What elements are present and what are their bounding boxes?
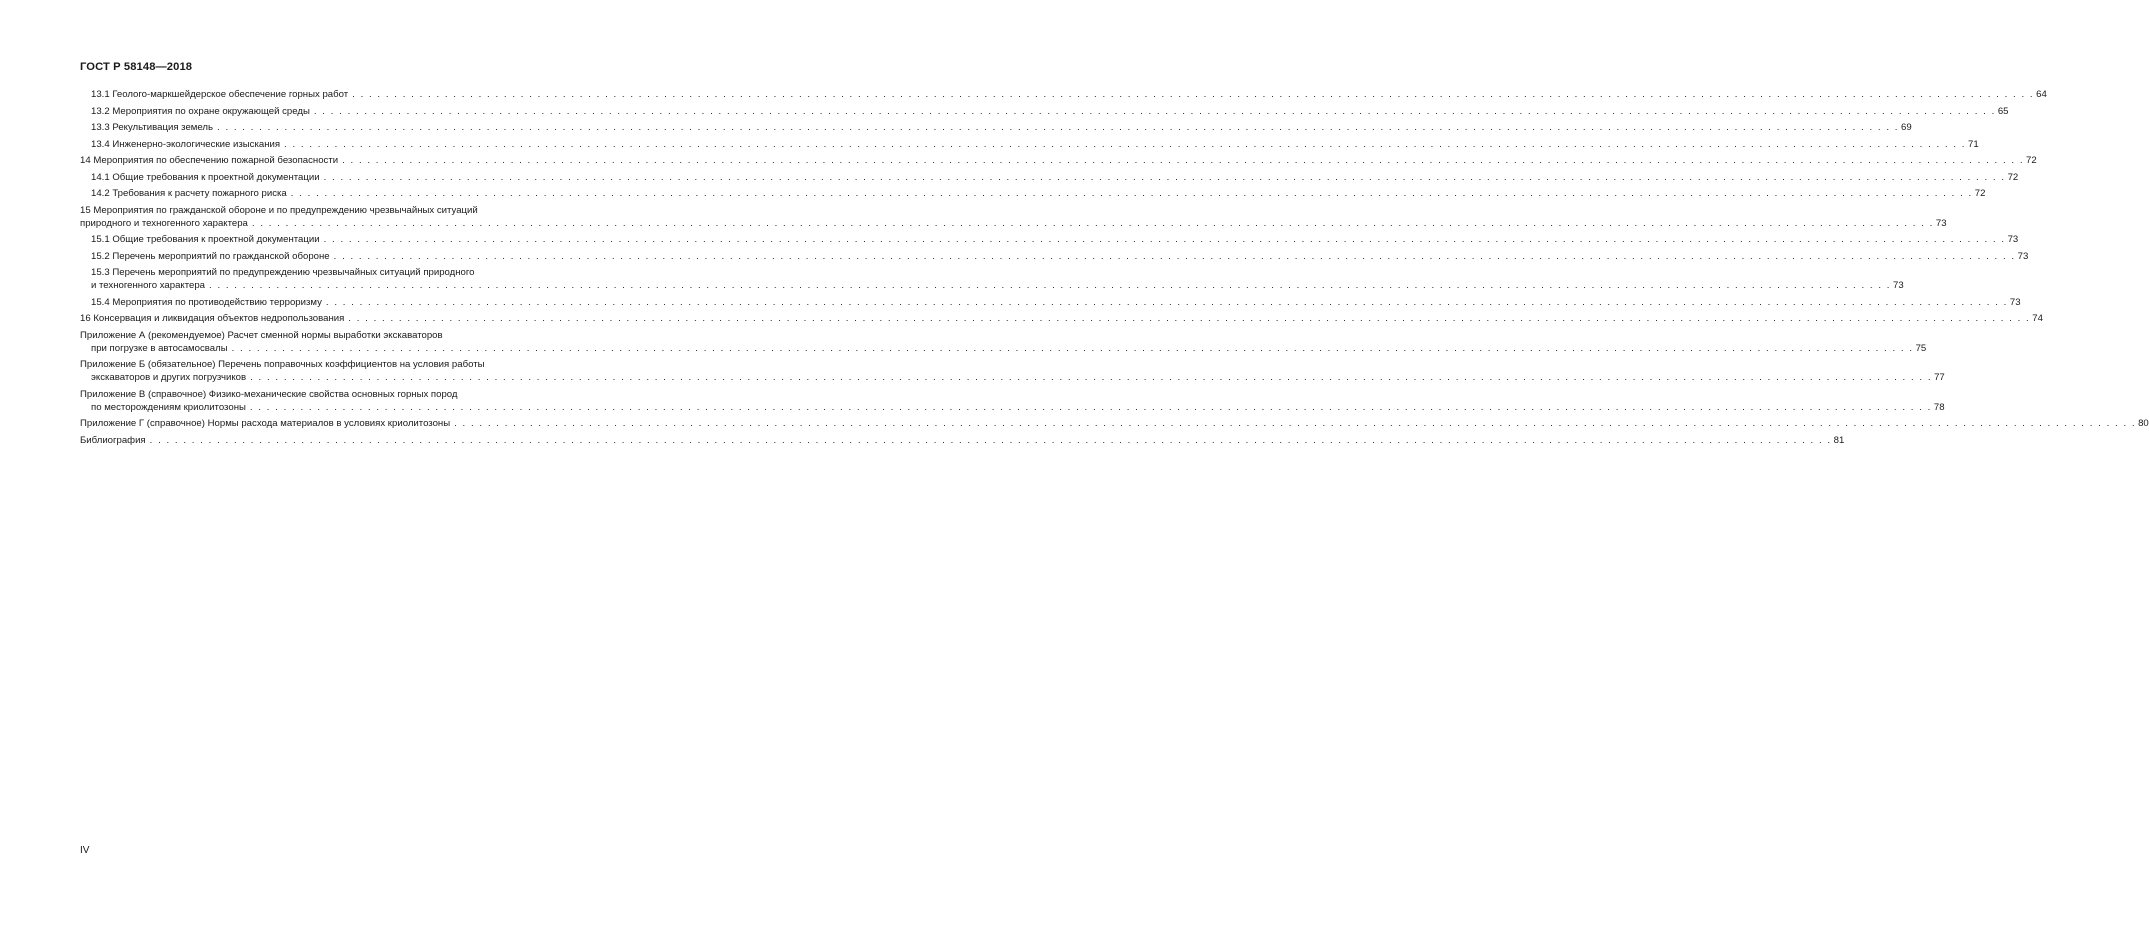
toc-entry-title: экскаваторов и других погрузчиков bbox=[91, 372, 247, 383]
toc-entry[interactable] bbox=[80, 154, 2037, 167]
toc-page-number: 73 bbox=[2007, 234, 2019, 245]
toc-entry-title: Приложение Б (обязательное) Перечень поправочных коэффициентов на условия работы bbox=[80, 359, 485, 370]
toc-leader-dots: . . . . . . . . . . . . . . . . . . . . . . . . . . . . . . . . . . . . . . . . . . . . . . . . . . . . . . . . . . . . . . . . . . . . . . . . . . . . . . . . . . . . . . . . . . . . . . . . . . . . . . . . . . . . . . . . . . . . . . . . . . . . . . . . . . . . . . . . . . . . . . . . . . . . . . . . . . . . . . . . . . . . . . . . . . . . . . . . . . . . . . . . . . . . . . . . . . . . . . . . bbox=[352, 89, 2035, 100]
toc-entry[interactable] bbox=[80, 388, 1945, 414]
toc-leader-dots: . . . . . . . . . . . . . . . . . . . . . . . . . . . . . . . . . . . . . . . . . . . . . . . . . . . . . . . . . . . . . . . . . . . . . . . . . . . . . . . . . . . . . . . . . . . . . . . . . . . . . . . . . . . . . . . . . . . . . . . . . . . . . . . . . . . . . . . . . . . . . . . . . . . . . . . . . . . . . . . . . . . . . . . . . . . . . . . . . . . . . . . . . . . . . . . . . . . . . . . . bbox=[323, 234, 2006, 245]
toc-entry-title: природного и техногенного характера bbox=[80, 217, 248, 229]
toc-entry[interactable] bbox=[80, 358, 1945, 384]
toc-entry-title: Приложение В (справочное) Физико-механические свойства основных горных пород bbox=[80, 388, 458, 400]
page-number: IV bbox=[80, 845, 90, 856]
toc-leader-dots: . . . . . . . . . . . . . . . . . . . . . . . . . . . . . . . . . . . . . . . . . . . . . . . . . . . . . . . . . . . . . . . . . . . . . . . . . . . . . . . . . . . . . . . . . . . . . . . . . . . . . . . . . . . . . . . . . . . . . . . . . . . . . . . . . . . . . . . . . . . . . . . . . . . . . . . . . . . . . . . . . . . . . . . . . . . . . . . . . . . . . . . . . . . . . . . . . . . . . . . . bbox=[313, 105, 1996, 117]
toc-leader-dots: . . . . . . . . . . . . . . . . . . . . . . . . . . . . . . . . . . . . . . . . . . . . . . . . . . . . . . . . . . . . . . . . . . . . . . . . . . . . . . . . . . . . . . . . . . . . . . . . . . . . . . . . . . . . . . . . . . . . . . . . . . . . . . . . . . . . . . . . . . . . . . . . . . . . . . . . . . . . . . . . . . . . . . . . . . . . . . . . . . . . . . . . . . . . . . . . . . . . . . . . bbox=[333, 250, 2016, 262]
toc-page-number: 78 bbox=[1933, 401, 1945, 413]
toc-entry[interactable] bbox=[91, 171, 2019, 184]
toc-entry-title: и техногенного характера bbox=[91, 280, 206, 291]
toc-entry-title: 14.1 Общие требования к проектной документации bbox=[91, 171, 320, 183]
toc-entry[interactable] bbox=[91, 233, 2019, 246]
toc-page-number: 73 bbox=[2017, 250, 2029, 262]
toc-entry-title: 14.2 Требования к расчету пожарного риска bbox=[91, 188, 287, 199]
toc-entry-title: 15.3 Перечень мероприятий по предупреждению чрезвычайных ситуаций природного bbox=[91, 267, 475, 278]
toc-entry[interactable] bbox=[91, 88, 2047, 101]
toc-leader-dots: . . . . . . . . . . . . . . . . . . . . . . . . . . . . . . . . . . . . . . . . . . . . . . . . . . . . . . . . . . . . . . . . . . . . . . . . . . . . . . . . . . . . . . . . . . . . . . . . . . . . . . . . . . . . . . . . . . . . . . . . . . . . . . . . . . . . . . . . . . . . . . . . . . . . . . . . . . . . . . . . . . . . . . . . . . . . . . . . . . . . . . . . . . . . . . . . . . . . . . . . bbox=[454, 418, 2137, 429]
toc-entry[interactable] bbox=[91, 138, 1979, 151]
toc-entry[interactable] bbox=[91, 187, 1986, 200]
toc-leader-dots: . . . . . . . . . . . . . . . . . . . . . . . . . . . . . . . . . . . . . . . . . . . . . . . . . . . . . . . . . . . . . . . . . . . . . . . . . . . . . . . . . . . . . . . . . . . . . . . . . . . . . . . . . . . . . . . . . . . . . . . . . . . . . . . . . . . . . . . . . . . . . . . . . . . . . . . . . . . . . . . . . . . . . . . . . . . . . . . . . . . . . . . . . . . . . . . . . . . . . . . . bbox=[231, 342, 1914, 354]
toc-entry-title: Библиография bbox=[80, 434, 146, 446]
toc-leader-dots: . . . . . . . . . . . . . . . . . . . . . . . . . . . . . . . . . . . . . . . . . . . . . . . . . . . . . . . . . . . . . . . . . . . . . . . . . . . . . . . . . . . . . . . . . . . . . . . . . . . . . . . . . . . . . . . . . . . . . . . . . . . . . . . . . . . . . . . . . . . . . . . . . . . . . . . . . . . . . . . . . . . . . . . . . . . . . . . . . . . . . . . . . . . . . . . . . . . . . . . . bbox=[251, 217, 1934, 229]
toc-entry[interactable] bbox=[80, 434, 1845, 447]
toc-page-number: 81 bbox=[1833, 434, 1845, 446]
toc-entry-title: Приложение Г (справочное) Нормы расхода материалов в условиях криолитозоны bbox=[80, 418, 451, 429]
toc-entry-title: 15.4 Мероприятия по противодействию терроризму bbox=[91, 296, 322, 308]
toc-page-number: 73 bbox=[1892, 280, 1904, 291]
toc-entry-title: 15 Мероприятия по гражданской обороне и по предупреждению чрезвычайных ситуаций bbox=[80, 204, 478, 216]
table-of-contents bbox=[80, 88, 2149, 450]
toc-page-number: 72 bbox=[2007, 171, 2019, 183]
toc-entry[interactable] bbox=[91, 105, 2009, 118]
toc-entry[interactable] bbox=[91, 250, 2029, 263]
toc-leader-dots: . . . . . . . . . . . . . . . . . . . . . . . . . . . . . . . . . . . . . . . . . . . . . . . . . . . . . . . . . . . . . . . . . . . . . . . . . . . . . . . . . . . . . . . . . . . . . . . . . . . . . . . . . . . . . . . . . . . . . . . . . . . . . . . . . . . . . . . . . . . . . . . . . . . . . . . . . . . . . . . . . . . . . . . . . . . . . . . . . . . . . . . . . . . . . . . . . . . . . . . . bbox=[209, 280, 1891, 291]
toc-entry-title: 15.2 Перечень мероприятий по гражданской обороне bbox=[91, 250, 330, 262]
toc-entry-title: 13.1 Геолого-маркшейдерское обеспечение горных работ bbox=[91, 89, 349, 100]
toc-page-number: 75 bbox=[1915, 342, 1927, 354]
toc-page-number: 64 bbox=[2036, 89, 2047, 100]
toc-page-number: 65 bbox=[1997, 105, 2009, 117]
toc-page-number: 72 bbox=[1974, 188, 1986, 199]
toc-entry-title: Приложение А (рекомендуемое) Расчет сменной нормы выработки экскаваторов bbox=[80, 329, 443, 341]
toc-leader-dots: . . . . . . . . . . . . . . . . . . . . . . . . . . . . . . . . . . . . . . . . . . . . . . . . . . . . . . . . . . . . . . . . . . . . . . . . . . . . . . . . . . . . . . . . . . . . . . . . . . . . . . . . . . . . . . . . . . . . . . . . . . . . . . . . . . . . . . . . . . . . . . . . . . . . . . . . . . . . . . . . . . . . . . . . . . . . . . . . . . . . . . . . . . . . . . . . . . . . . . . . bbox=[325, 296, 2008, 308]
toc-entry-title: при погрузке в автосамосвалы bbox=[91, 342, 228, 354]
toc-leader-dots: . . . . . . . . . . . . . . . . . . . . . . . . . . . . . . . . . . . . . . . . . . . . . . . . . . . . . . . . . . . . . . . . . . . . . . . . . . . . . . . . . . . . . . . . . . . . . . . . . . . . . . . . . . . . . . . . . . . . . . . . . . . . . . . . . . . . . . . . . . . . . . . . . . . . . . . . . . . . . . . . . . . . . . . . . . . . . . . . . . . . . . . . . . . . . . . . . . . . . . . . bbox=[284, 138, 1967, 150]
toc-page-number: 74 bbox=[2032, 313, 2043, 324]
toc-leader-dots: . . . . . . . . . . . . . . . . . . . . . . . . . . . . . . . . . . . . . . . . . . . . . . . . . . . . . . . . . . . . . . . . . . . . . . . . . . . . . . . . . . . . . . . . . . . . . . . . . . . . . . . . . . . . . . . . . . . . . . . . . . . . . . . . . . . . . . . . . . . . . . . . . . . . . . . . . . . . . . . . . . . . . . . . . . . . . . . . . . . . . . . . . . . . . . . . . . . . . . . . bbox=[323, 171, 2006, 183]
toc-entry-title: по месторождениям криолитозоны bbox=[91, 401, 246, 413]
toc-page-number: 69 bbox=[1900, 122, 1912, 133]
toc-entry[interactable] bbox=[80, 312, 2043, 325]
toc-entry-title: 15.1 Общие требования к проектной документации bbox=[91, 234, 320, 245]
toc-page-number: 73 bbox=[2009, 296, 2021, 308]
toc-entry[interactable] bbox=[80, 329, 1927, 355]
toc-page-number: 77 bbox=[1934, 372, 1945, 383]
toc-entry-title: 13.3 Рекультивация земель bbox=[91, 122, 214, 133]
toc-leader-dots: . . . . . . . . . . . . . . . . . . . . . . . . . . . . . . . . . . . . . . . . . . . . . . . . . . . . . . . . . . . . . . . . . . . . . . . . . . . . . . . . . . . . . . . . . . . . . . . . . . . . . . . . . . . . . . . . . . . . . . . . . . . . . . . . . . . . . . . . . . . . . . . . . . . . . . . . . . . . . . . . . . . . . . . . . . . . . . . . . . . . . . . . . . . . . . . . . . . . . . . . bbox=[217, 122, 1899, 133]
toc-entry-title: 13.2 Мероприятия по охране окружающей среды bbox=[91, 105, 310, 117]
toc-entry[interactable] bbox=[91, 121, 1912, 134]
toc-leader-dots: . . . . . . . . . . . . . . . . . . . . . . . . . . . . . . . . . . . . . . . . . . . . . . . . . . . . . . . . . . . . . . . . . . . . . . . . . . . . . . . . . . . . . . . . . . . . . . . . . . . . . . . . . . . . . . . . . . . . . . . . . . . . . . . . . . . . . . . . . . . . . . . . . . . . . . . . . . . . . . . . . . . . . . . . . . . . . . . . . . . . . . . . . . . . . . . . . . . . . . . . bbox=[149, 434, 1832, 446]
toc-entry-title: 14 Мероприятия по обеспечению пожарной безопасности bbox=[80, 155, 339, 166]
document-header: ГОСТ Р 58148—2018 bbox=[80, 61, 193, 73]
toc-leader-dots: . . . . . . . . . . . . . . . . . . . . . . . . . . . . . . . . . . . . . . . . . . . . . . . . . . . . . . . . . . . . . . . . . . . . . . . . . . . . . . . . . . . . . . . . . . . . . . . . . . . . . . . . . . . . . . . . . . . . . . . . . . . . . . . . . . . . . . . . . . . . . . . . . . . . . . . . . . . . . . . . . . . . . . . . . . . . . . . . . . . . . . . . . . . . . . . . . . . . . . . . bbox=[348, 313, 2031, 324]
toc-leader-dots: . . . . . . . . . . . . . . . . . . . . . . . . . . . . . . . . . . . . . . . . . . . . . . . . . . . . . . . . . . . . . . . . . . . . . . . . . . . . . . . . . . . . . . . . . . . . . . . . . . . . . . . . . . . . . . . . . . . . . . . . . . . . . . . . . . . . . . . . . . . . . . . . . . . . . . . . . . . . . . . . . . . . . . . . . . . . . . . . . . . . . . . . . . . . . . . . . . . . . . . . bbox=[290, 188, 1973, 199]
toc-entry[interactable] bbox=[91, 296, 2021, 309]
toc-entry[interactable] bbox=[80, 204, 1947, 230]
toc-page-number: 80 bbox=[2138, 418, 2149, 429]
toc-leader-dots: . . . . . . . . . . . . . . . . . . . . . . . . . . . . . . . . . . . . . . . . . . . . . . . . . . . . . . . . . . . . . . . . . . . . . . . . . . . . . . . . . . . . . . . . . . . . . . . . . . . . . . . . . . . . . . . . . . . . . . . . . . . . . . . . . . . . . . . . . . . . . . . . . . . . . . . . . . . . . . . . . . . . . . . . . . . . . . . . . . . . . . . . . . . . . . . . . . . . . . . . bbox=[250, 372, 1933, 383]
toc-page-number: 72 bbox=[2026, 155, 2037, 166]
toc-entry-title: 13.4 Инженерно-экологические изыскания bbox=[91, 138, 281, 150]
toc-entry[interactable] bbox=[80, 417, 2149, 430]
toc-leader-dots: . . . . . . . . . . . . . . . . . . . . . . . . . . . . . . . . . . . . . . . . . . . . . . . . . . . . . . . . . . . . . . . . . . . . . . . . . . . . . . . . . . . . . . . . . . . . . . . . . . . . . . . . . . . . . . . . . . . . . . . . . . . . . . . . . . . . . . . . . . . . . . . . . . . . . . . . . . . . . . . . . . . . . . . . . . . . . . . . . . . . . . . . . . . . . . . . . . . . . . . . bbox=[249, 401, 1932, 413]
toc-page-number: 73 bbox=[1935, 217, 1947, 229]
toc-leader-dots: . . . . . . . . . . . . . . . . . . . . . . . . . . . . . . . . . . . . . . . . . . . . . . . . . . . . . . . . . . . . . . . . . . . . . . . . . . . . . . . . . . . . . . . . . . . . . . . . . . . . . . . . . . . . . . . . . . . . . . . . . . . . . . . . . . . . . . . . . . . . . . . . . . . . . . . . . . . . . . . . . . . . . . . . . . . . . . . . . . . . . . . . . . . . . . . . . . . . . . . . bbox=[342, 155, 2025, 166]
toc-entry-title: 16 Консервация и ликвидация объектов недропользования bbox=[80, 313, 345, 324]
toc-page-number: 71 bbox=[1968, 138, 1979, 150]
toc-entry[interactable] bbox=[91, 266, 1904, 292]
